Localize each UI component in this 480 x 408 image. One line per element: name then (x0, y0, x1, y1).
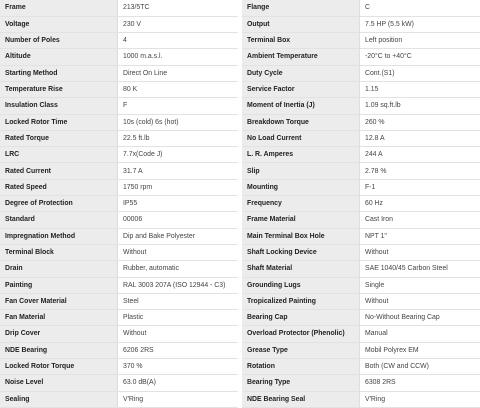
spec-label: Main Terminal Box Hole (242, 228, 360, 244)
spec-value: Without (118, 326, 239, 342)
spec-value: 80 K (118, 81, 239, 97)
spec-row (242, 130, 480, 146)
spec-label: Service Factor (242, 81, 360, 97)
spec-row (0, 147, 238, 163)
spec-row (242, 196, 480, 212)
spec-row (242, 326, 480, 342)
spec-row (242, 49, 480, 65)
spec-label: Standard (0, 212, 118, 228)
spec-value: F (118, 98, 239, 114)
spec-value: C (360, 0, 480, 16)
spec-value: Single (360, 277, 480, 293)
spec-row (0, 261, 238, 277)
spec-row (242, 65, 480, 81)
spec-row (0, 375, 238, 391)
spec-row (242, 228, 480, 244)
spec-label: Frame Material (242, 212, 360, 228)
spec-label: Frequency (242, 196, 360, 212)
spec-row (0, 65, 238, 81)
spec-label: Noise Level (0, 375, 118, 391)
spec-value: Steel (118, 293, 239, 309)
spec-value: 31.7 A (118, 163, 239, 179)
spec-label: Locked Rotor Time (0, 114, 118, 130)
spec-row (0, 277, 238, 293)
spec-value: 00006 (118, 212, 239, 228)
spec-value: 1000 m.a.s.l. (118, 49, 239, 65)
spec-value: 230 V (118, 16, 239, 32)
spec-row (0, 326, 238, 342)
spec-value: Manual (360, 326, 480, 342)
spec-value: Without (360, 244, 480, 260)
spec-value: NPT 1" (360, 228, 480, 244)
spec-row (242, 293, 480, 309)
spec-value: Direct On Line (118, 65, 239, 81)
spec-label: Terminal Block (0, 244, 118, 260)
spec-row (242, 16, 480, 32)
spec-row (0, 0, 238, 16)
spec-row (242, 0, 480, 16)
spec-row (242, 98, 480, 114)
spec-value: 2.78 % (360, 163, 480, 179)
spec-value: Without (360, 293, 480, 309)
spec-value: Cast Iron (360, 212, 480, 228)
spec-row (242, 342, 480, 358)
spec-label: Flange (242, 0, 360, 16)
spec-label: Temperature Rise (0, 81, 118, 97)
spec-value: 244 A (360, 147, 480, 163)
spec-value: 7.5 HP (5.5 kW) (360, 16, 480, 32)
spec-row (0, 179, 238, 195)
spec-row (0, 391, 238, 407)
spec-value: Cont.(S1) (360, 65, 480, 81)
spec-label: Breakdown Torque (242, 114, 360, 130)
spec-row (242, 244, 480, 260)
spec-value: 213/5TC (118, 0, 239, 16)
spec-table-right (242, 0, 480, 408)
spec-value: V'Ring (360, 391, 480, 407)
spec-label: Altitude (0, 49, 118, 65)
spec-row (0, 98, 238, 114)
spec-value: SAE 1040/45 Carbon Steel (360, 261, 480, 277)
spec-label: L. R. Amperes (242, 147, 360, 163)
spec-label: Output (242, 16, 360, 32)
spec-value: 4 (118, 33, 239, 49)
spec-row (242, 163, 480, 179)
spec-row (242, 359, 480, 375)
spec-label: Rated Torque (0, 130, 118, 146)
spec-table-left (0, 0, 238, 408)
spec-label: Painting (0, 277, 118, 293)
spec-value: 1.09 sq.ft.lb (360, 98, 480, 114)
spec-label: Impregnation Method (0, 228, 118, 244)
spec-value: 1.15 (360, 81, 480, 97)
spec-row (0, 228, 238, 244)
spec-label: Starting Method (0, 65, 118, 81)
spec-row (0, 33, 238, 49)
spec-row (0, 310, 238, 326)
spec-value: Left position (360, 33, 480, 49)
spec-label: Degree of Protection (0, 196, 118, 212)
spec-value: Without (118, 244, 239, 260)
spec-value: 6206 2RS (118, 342, 239, 358)
spec-label: Sealing (0, 391, 118, 407)
spec-row (0, 244, 238, 260)
spec-value: Plastic (118, 310, 239, 326)
spec-value: Rubber, automatic (118, 261, 239, 277)
spec-row (0, 16, 238, 32)
spec-label: Insulation Class (0, 98, 118, 114)
spec-value: 22.5 ft.lb (118, 130, 239, 146)
spec-row (242, 179, 480, 195)
spec-row (242, 212, 480, 228)
spec-row (0, 130, 238, 146)
spec-label: Fan Cover Material (0, 293, 118, 309)
spec-label: Ambient Temperature (242, 49, 360, 65)
spec-label: Mounting (242, 179, 360, 195)
spec-value: F-1 (360, 179, 480, 195)
spec-value: Mobil Polyrex EM (360, 342, 480, 358)
spec-label: Drip Cover (0, 326, 118, 342)
spec-label: Rated Current (0, 163, 118, 179)
spec-label: Bearing Type (242, 375, 360, 391)
spec-row (242, 277, 480, 293)
spec-value: 12.8 A (360, 130, 480, 146)
spec-value: Dip and Bake Polyester (118, 228, 239, 244)
spec-label: Overload Protector (Phenolic) (242, 326, 360, 342)
spec-row (242, 310, 480, 326)
spec-label: Moment of Inertia (J) (242, 98, 360, 114)
spec-value: No-Without Bearing Cap (360, 310, 480, 326)
spec-row (0, 293, 238, 309)
spec-value: 260 % (360, 114, 480, 130)
spec-row (242, 375, 480, 391)
spec-label: Frame (0, 0, 118, 16)
spec-value: 60 Hz (360, 196, 480, 212)
spec-row (0, 114, 238, 130)
spec-row (0, 196, 238, 212)
spec-row (0, 163, 238, 179)
spec-value: 10s (cold) 6s (hot) (118, 114, 239, 130)
spec-label: Fan Material (0, 310, 118, 326)
spec-row (0, 81, 238, 97)
spec-value: 63.0 dB(A) (118, 375, 239, 391)
spec-label: NDE Bearing Seal (242, 391, 360, 407)
spec-row (0, 212, 238, 228)
spec-label: Shaft Material (242, 261, 360, 277)
spec-row (242, 33, 480, 49)
spec-value: Both (CW and CCW) (360, 359, 480, 375)
spec-label: Rotation (242, 359, 360, 375)
spec-value: V'Ring (118, 391, 239, 407)
spec-label: LRC (0, 147, 118, 163)
spec-label: Terminal Box (242, 33, 360, 49)
spec-row (242, 261, 480, 277)
spec-label: Tropicalized Painting (242, 293, 360, 309)
spec-value: 6308 2RS (360, 375, 480, 391)
spec-row (0, 49, 238, 65)
spec-value: 370 % (118, 359, 239, 375)
spec-value: IP55 (118, 196, 239, 212)
spec-row (242, 391, 480, 407)
spec-label: Number of Poles (0, 33, 118, 49)
spec-label: Bearing Cap (242, 310, 360, 326)
spec-row (242, 147, 480, 163)
spec-value: 7.7x(Code J) (118, 147, 239, 163)
spec-row (242, 81, 480, 97)
spec-label: Locked Rotor Torque (0, 359, 118, 375)
spec-value: RAL 3003 207A (ISO 12944 - C3) (118, 277, 239, 293)
spec-label: Slip (242, 163, 360, 179)
spec-label: Shaft Locking Device (242, 244, 360, 260)
spec-label: Grounding Lugs (242, 277, 360, 293)
spec-row (0, 359, 238, 375)
spec-label: NDE Bearing (0, 342, 118, 358)
spec-row (242, 114, 480, 130)
spec-label: Voltage (0, 16, 118, 32)
spec-label: Drain (0, 261, 118, 277)
spec-label: Duty Cycle (242, 65, 360, 81)
spec-row (0, 342, 238, 358)
spec-label: Rated Speed (0, 179, 118, 195)
spec-value: -20°C to +40°C (360, 49, 480, 65)
spec-label: No Load Current (242, 130, 360, 146)
spec-value: 1750 rpm (118, 179, 239, 195)
spec-label: Grease Type (242, 342, 360, 358)
